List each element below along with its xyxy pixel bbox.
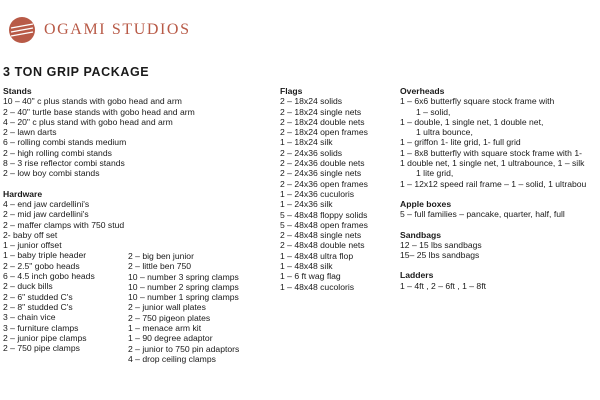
section-heading-overheads: Overheads	[400, 86, 445, 96]
flags-item: 2 – 18x24 open frames	[280, 127, 368, 138]
hardware-item: 6 – 4.5 inch gobo heads	[3, 271, 95, 282]
stands-item: 2 – high rolling combi stands	[3, 147, 112, 158]
flags-item: 1 – 24x36 silk	[280, 199, 333, 210]
flags-item: 2 – 48x48 double nets	[280, 240, 365, 251]
stands-item: 8 – 3 rise reflector combi stands	[3, 158, 125, 169]
overheads-item: 1 – 12x12 speed rail frame – 1 – solid, 1 ultrabou	[400, 178, 587, 189]
flags-list	[280, 96, 368, 292]
flags-item: 1 – 48x48 cucoloris	[280, 281, 355, 292]
hardware-item: 4 – end jaw cardellini's	[3, 198, 90, 209]
hardware-item: 2 – 6" studded C's	[3, 291, 73, 302]
section-heading-sandbags: Sandbags	[400, 229, 442, 240]
flags-item: 1 – 6 ft wag flag	[280, 271, 341, 282]
flags-item: 1 – 24x36 cuculoris	[280, 188, 355, 199]
hardware-item: 10 – number 1 spring clamps	[128, 292, 239, 303]
stands-item: 6 – rolling combi stands medium	[3, 137, 127, 148]
hardware-item: 2 – junior pipe clamps	[3, 332, 87, 343]
column-hardware-right	[128, 251, 239, 364]
flags-item: 2 – 48x48 single nets	[280, 230, 362, 241]
stands-list	[3, 96, 195, 178]
ogami-logo-icon	[8, 16, 36, 44]
hardware-item: 10 – number 3 spring clamps	[128, 271, 239, 282]
hardware-item: 3 – furniture clamps	[3, 322, 79, 333]
section-heading-flags: Flags	[280, 86, 303, 96]
overheads-item: 1 ultra bounce,	[416, 127, 473, 138]
column-overheads-misc	[400, 86, 600, 291]
section-heading-apple-boxes: Apple boxes	[400, 198, 452, 209]
hardware-item: 2 – maffer clamps with 750 stud	[3, 219, 125, 230]
flags-item: 2 – 24x36 double nets	[280, 158, 365, 169]
overheads-item: 1 lite grid,	[416, 168, 454, 179]
stands-item: 2 – low boy combi stands	[3, 168, 100, 179]
overheads-list	[400, 96, 600, 189]
hardware-list-right	[128, 251, 239, 364]
hardware-item: 1 – junior offset	[3, 240, 62, 251]
apple-boxes-item: 5 – full families – pancake, quarter, half, full	[400, 209, 565, 220]
stands-item: 2 – lawn darts	[3, 127, 57, 138]
flags-item: 5 – 48x48 floppy solids	[280, 209, 368, 220]
hardware-item: 2 – junior wall plates	[128, 302, 206, 313]
sandbags-item: 12 – 15 lbs sandbags	[400, 239, 482, 250]
hardware-item: 3 – chain vice	[3, 312, 56, 323]
flags-item: 2 – 18x24 solids	[280, 96, 343, 107]
flags-item: 2 – 18x24 single nets	[280, 106, 362, 117]
overheads-item: 1 – double, 1 single net, 1 double net,	[400, 116, 544, 127]
overheads-item: 1 – 6x6 butterfly square stock frame with	[400, 96, 555, 107]
brand-name: OGAMI STUDIOS	[44, 21, 191, 38]
flags-item: 2 – 24x36 single nets	[280, 168, 362, 179]
hardware-item: 1 – baby triple header	[3, 250, 87, 261]
section-heading-hardware: Hardware	[3, 188, 43, 199]
brand-logo	[8, 16, 191, 44]
flags-item: 1 – 48x48 silk	[280, 261, 333, 272]
overheads-item: 1 – 8x8 butterfly with square stock frame with 1-	[400, 147, 582, 158]
ladders-item: 1 – 4ft , 2 – 6ft , 1 – 8ft	[400, 280, 486, 291]
sandbags-item: 15– 25 lbs sandbags	[400, 250, 480, 261]
hardware-item: 2 – duck bills	[3, 281, 53, 292]
hardware-item: 2 – 2.5" gobo heads	[3, 260, 80, 271]
flags-item: 2 – 24x36 open frames	[280, 178, 368, 189]
overheads-item: 1 – solid,	[416, 106, 451, 117]
flags-item: 2 – 18x24 double nets	[280, 116, 365, 127]
hardware-item: 2 – 8" studded C's	[3, 301, 73, 312]
hardware-item: 2- baby off set	[3, 229, 58, 240]
hardware-item: 2 – 750 pigeon plates	[128, 312, 211, 323]
flags-item: 2 – 24x36 solids	[280, 147, 343, 158]
hardware-item: 2 – big ben junior	[128, 251, 194, 261]
overheads-item: 1 – griffon 1- lite grid, 1- full grid	[400, 137, 521, 148]
column-flags	[280, 86, 368, 292]
page-title: 3 TON GRIP PACKAGE	[3, 65, 150, 79]
flags-item: 1 – 48x48 ultra flop	[280, 250, 354, 261]
flags-item: 5 – 48x48 open frames	[280, 219, 368, 230]
hardware-item: 10 – number 2 spring clamps	[128, 281, 239, 292]
hardware-item: 2 – little ben 750	[128, 261, 192, 272]
hardware-item: 1 – menace arm kit	[128, 323, 202, 334]
section-heading-stands: Stands	[3, 86, 32, 96]
apple-boxes-list	[400, 209, 600, 219]
hardware-item: 4 – drop ceiling clamps	[128, 353, 216, 364]
ladders-list	[400, 281, 600, 291]
stands-item: 2 – 40" turtle base stands with gobo head and arm	[3, 106, 195, 117]
hardware-item: 2 – mid jaw cardellini's	[3, 209, 89, 220]
sandbags-list	[400, 240, 600, 261]
overheads-item: 1 double net, 1 single net, 1 ultrabounce, 1 – silk	[400, 158, 585, 169]
section-heading-ladders: Ladders	[400, 270, 434, 281]
flags-item: 1 – 18x24 silk	[280, 137, 333, 148]
stands-item: 10 – 40" c plus stands with gobo head and arm	[3, 96, 182, 107]
hardware-item: 1 – 90 degree adaptor	[128, 333, 213, 344]
stands-item: 4 – 20" c plus stand with gobo head and arm	[3, 116, 173, 127]
hardware-item: 2 – 750 pipe clamps	[3, 343, 80, 354]
hardware-item: 2 – junior to 750 pin adaptors	[128, 343, 240, 354]
